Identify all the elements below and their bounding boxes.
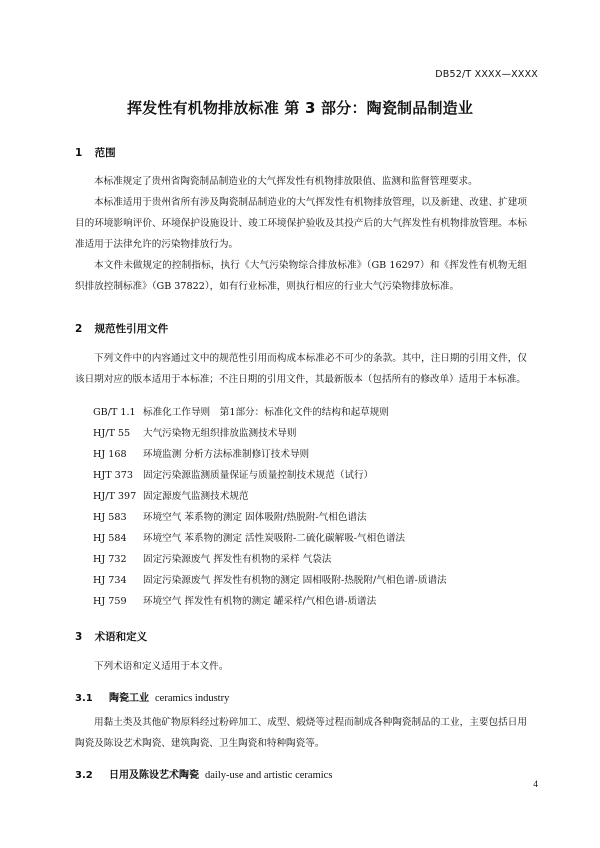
document-code: DB52/T XXXX—XXXX — [435, 69, 538, 80]
reference-item — [93, 551, 331, 565]
document-title: 挥发性有机物排放标准 第 3 部分：陶瓷制品制造业 — [126, 99, 474, 117]
reference-code: HJ 168 — [93, 449, 127, 460]
reference-item — [93, 488, 249, 502]
section-2-title: 规范性引用文件 — [94, 323, 169, 335]
section-3-title: 术语和定义 — [94, 631, 148, 643]
term-3-2-number: 3.2 — [75, 770, 93, 781]
reference-item — [93, 425, 297, 439]
section-1-paragraph-3: 本文件未做规定的控制指标，执行《大气污染物综合排放标准》（GB 16297）和《挥发性有机物无组织排放控制标准》（GB 37822），如有行业标准，则执行相应的行业大气污染物排放标准。 — [75, 260, 527, 292]
section-2-number: 2 — [75, 323, 83, 335]
reference-title: 大气污染物无组织排放监测技术导则 — [143, 428, 297, 439]
reference-item — [93, 467, 373, 481]
reference-item — [93, 509, 367, 523]
reference-title: 固定源废气监测技术规范 — [143, 491, 249, 502]
reference-title: 固定污染源监测质量保证与质量控制技术规范（试行） — [143, 470, 374, 481]
reference-code: HJ 734 — [93, 575, 127, 586]
section-1-number: 1 — [75, 147, 83, 159]
section-1-title: 范围 — [94, 147, 116, 159]
section-2-heading — [75, 321, 168, 336]
term-3-1-heading — [75, 689, 229, 704]
reference-code: HJ 584 — [93, 533, 127, 544]
reference-code: HJ/T 397 — [93, 491, 137, 502]
reference-title: 固定污染源废气 挥发性有机物的采样 气袋法 — [143, 554, 332, 565]
reference-item — [93, 446, 309, 460]
reference-code: GB/T 1.1 — [93, 407, 136, 418]
reference-item — [93, 404, 389, 418]
reference-title: 标准化工作导则 第1部分：标准化文件的结构和起草规则 — [143, 407, 389, 418]
term-3-1-english: ceramics industry — [155, 693, 230, 704]
reference-code: HJ 759 — [93, 596, 127, 607]
term-3-2-chinese: 日用及陈设艺术陶瓷 — [109, 770, 199, 781]
reference-code: HJ 583 — [93, 512, 127, 523]
reference-code: HJ/T 55 — [93, 428, 131, 439]
term-3-1-number: 3.1 — [75, 693, 93, 704]
section-3-number: 3 — [75, 631, 83, 643]
reference-code: HJT 373 — [93, 470, 133, 481]
term-3-2-english: daily-use and artistic ceramics — [205, 770, 333, 781]
section-3-intro: 下列术语和定义适用于本文件。 — [94, 661, 229, 672]
term-3-1-definition: 用黏土类及其他矿物原料经过粉碎加工、成型、煅烧等过程而制成各种陶瓷制品的工业，主要包括日用陶瓷及陈设艺术陶瓷、建筑陶瓷、卫生陶瓷和特种陶瓷等。 — [75, 717, 527, 749]
term-3-2-heading — [75, 766, 332, 781]
section-3-heading — [75, 629, 147, 644]
reference-title: 环境空气 挥发性有机物的测定 罐采样/气相色谱-质谱法 — [143, 596, 377, 607]
section-1-paragraph-1: 本标准规定了贵州省陶瓷制品制造业的大气挥发性有机物排放限值、监测和监督管理要求。 — [94, 176, 478, 187]
section-1-paragraph-2: 本标准适用于贵州省所有涉及陶瓷制品制造业的大气挥发性有机物排放管理，以及新建、改建、扩建项目的环境影响评价、环境保护设施设计、竣工环境保护验收及其投产后的大气挥发性有机物排放管理。本标准适用于法律允许的污染物排放行为。 — [75, 197, 527, 250]
section-1-heading — [75, 145, 116, 160]
page-number: 4 — [533, 780, 538, 790]
reference-title: 固定污染源废气 挥发性有机物的测定 固相吸附-热脱附/气相色谱-质谱法 — [143, 575, 447, 586]
term-3-1-chinese: 陶瓷工业 — [109, 693, 149, 704]
reference-item — [93, 530, 405, 544]
reference-item — [93, 593, 376, 607]
reference-code: HJ 732 — [93, 554, 127, 565]
reference-title: 环境空气 苯系物的测定 固体吸附/热脱附-气相色谱法 — [143, 512, 367, 523]
reference-title: 环境空气 苯系物的测定 活性炭吸附-二硫化碳解吸-气相色谱法 — [143, 533, 406, 544]
reference-title: 环境监测 分析方法标准制修订技术导则 — [143, 449, 310, 460]
section-2-intro: 下列文件中的内容通过文中的规范性引用而构成本标准必不可少的条款。其中，注日期的引用文件，仅该日期对应的版本适用于本标准；不注日期的引用文件，其最新版本（包括所有的修改单）适用于本标准。 — [75, 353, 527, 385]
reference-item — [93, 572, 447, 586]
